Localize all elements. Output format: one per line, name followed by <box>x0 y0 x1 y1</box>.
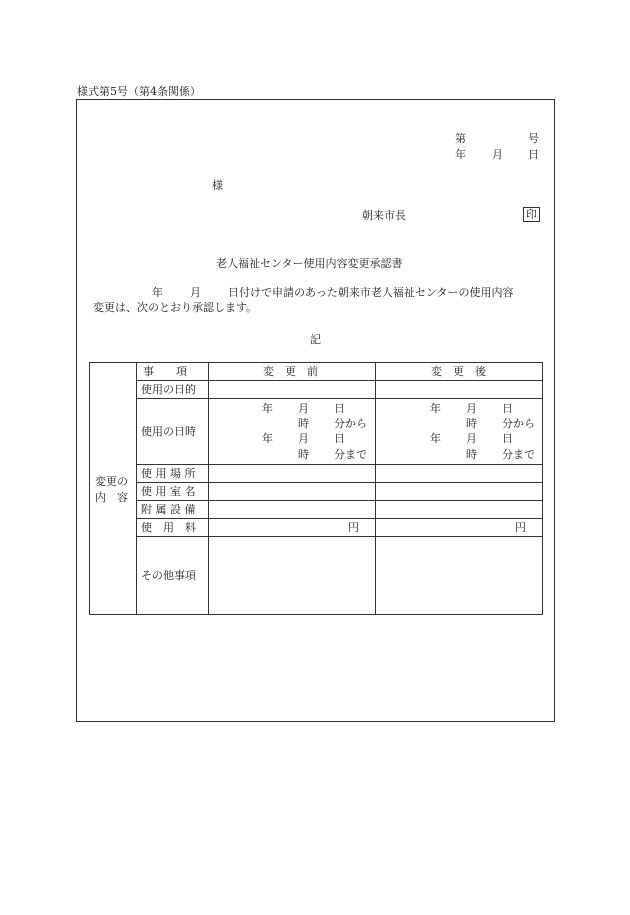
side-label-line1: 変更の <box>95 475 128 488</box>
row-datetime: 使用の日時 <box>141 425 196 438</box>
row-room: 使 用 室 名 <box>141 485 196 498</box>
document-title: 老人福祉センター使用内容変更承認書 <box>216 257 403 270</box>
seal-mark <box>523 207 540 222</box>
before-fun-made: 分まで <box>334 448 367 461</box>
after-ji-2: 時 <box>466 448 477 461</box>
side-label-line2: 内 容 <box>95 491 128 504</box>
addressee-suffix: 様 <box>212 179 223 192</box>
document-frame <box>76 99 555 722</box>
after-hi-1: 日 <box>502 402 513 415</box>
after-tsuki-2: 月 <box>466 432 477 445</box>
after-ji-1: 時 <box>466 417 477 430</box>
header-after: 変 更 後 <box>431 365 486 378</box>
after-tsuki-1: 月 <box>466 402 477 415</box>
fee-after-currency: 円 <box>515 521 526 534</box>
seal-text: 印 <box>523 207 540 222</box>
row-place: 使 用 場 所 <box>141 467 196 480</box>
date-nen: 年 <box>455 148 466 161</box>
issuer: 朝来市長 <box>362 209 406 222</box>
date-hi: 日 <box>528 148 539 161</box>
before-tsuki-1: 月 <box>298 402 309 415</box>
header-item: 事 項 <box>143 365 187 378</box>
before-nen-2: 年 <box>262 432 273 445</box>
number-dai: 第 <box>455 132 466 145</box>
ki-heading: 記 <box>310 333 321 346</box>
before-ji-1: 時 <box>298 417 309 430</box>
before-tsuki-2: 月 <box>298 432 309 445</box>
after-hi-2: 日 <box>502 432 513 445</box>
after-nen-1: 年 <box>430 402 441 415</box>
before-nen-1: 年 <box>262 402 273 415</box>
body-line1: 日付けで申請のあった朝来市老人福祉センターの使用内容 <box>228 286 514 299</box>
row-equipment: 附 属 設 備 <box>141 503 196 516</box>
header-before: 変 更 前 <box>263 365 318 378</box>
body-line2: 変更は、次のとおり承認します。 <box>93 301 258 314</box>
row-other: その他事項 <box>141 569 196 582</box>
after-nen-2: 年 <box>430 432 441 445</box>
before-hi-2: 日 <box>334 432 345 445</box>
before-fun-kara: 分から <box>334 417 367 430</box>
body-tsuki: 月 <box>190 286 201 299</box>
body-nen: 年 <box>152 286 163 299</box>
fee-before-currency: 円 <box>348 521 359 534</box>
date-tsuki: 月 <box>492 148 503 161</box>
after-fun-kara: 分から <box>502 417 535 430</box>
number-go: 号 <box>528 132 539 145</box>
before-ji-2: 時 <box>298 448 309 461</box>
form-label: 様式第5号（第4条関係） <box>77 85 201 98</box>
before-hi-1: 日 <box>334 402 345 415</box>
row-fee: 使 用 料 <box>141 521 196 534</box>
row-purpose: 使用の日的 <box>141 383 196 396</box>
after-fun-made: 分まで <box>502 448 535 461</box>
